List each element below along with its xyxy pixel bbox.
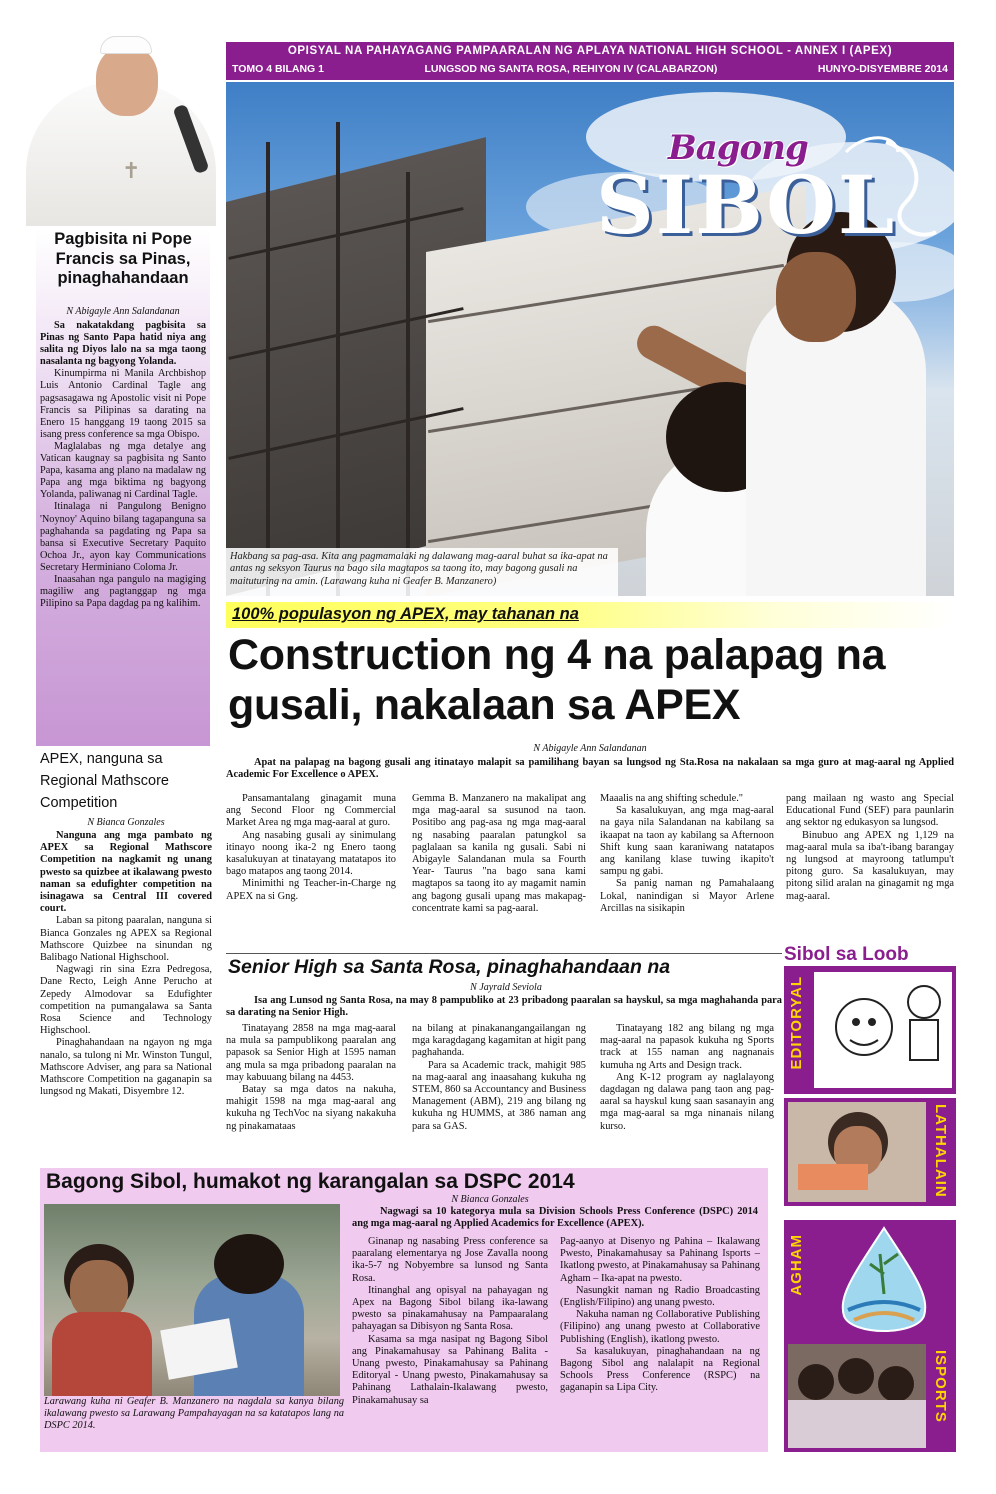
editorial-cartoon-icon xyxy=(814,972,952,1088)
mathscore-paragraph: Pinaghahandaan na ngayon ng mga nanalo, sa tulong ni Mr. Winston Tungul, Mathscore Adviser, ang para sa National Mathscore Competition na gaganapin sa lungsod ng Makati, Disyembre 12. xyxy=(40,1037,212,1098)
pope-byline: N Abigayle Ann Salandanan xyxy=(66,306,180,317)
lathalain-photo xyxy=(788,1102,926,1202)
pope-paragraph: Inaasahan nga pangulo na magiging magiliw ang pagtanggap ng mga Pilipino sa Papa dagdag pa ng kalihim. xyxy=(40,573,206,610)
sidebar-item-editoryal[interactable] xyxy=(784,966,956,1094)
bagong-sibol-logo xyxy=(586,122,946,282)
construction-column-3 xyxy=(600,793,774,953)
construction-byline: N Abigayle Ann Salandanan xyxy=(533,743,647,754)
pope-story xyxy=(36,228,210,746)
construction-column-2 xyxy=(412,793,586,953)
dspc-column-1 xyxy=(352,1236,548,1450)
sidebar-item-lathalain[interactable] xyxy=(784,1098,956,1206)
dspc-headline: Bagong Sibol, humakot ng karangalan sa DSPC 2014 xyxy=(46,1170,575,1193)
senior-high-lead: Isa ang Lunsod ng Santa Rosa, na may 8 pampubliko at 23 pribadong paaralan sa hayskul, sa mga maghahanda para sa darating na Senior High. xyxy=(226,995,782,1019)
logo-swirl-icon xyxy=(586,122,946,282)
construction-paragraph: Ang nasabing gusali ay sinimulang itinayo noong ika-2 ng Enero taong kasalukuyan at tinatayang matatapos ito bago matapos ang taong 2014. xyxy=(226,829,396,878)
sidebar-label: LATHALAIN xyxy=(932,1104,949,1198)
construction-paragraph: pang mailaan ng wasto ang Special Educational Fund (SEF) para paunlarin ang sektor ng edukasyon sa lungsod. xyxy=(786,793,954,829)
dspc-photo xyxy=(44,1204,340,1396)
construction-column-1 xyxy=(226,793,396,953)
senior-high-byline: N Jayrald Seviola xyxy=(470,982,542,993)
senior-high-column-3 xyxy=(600,1023,774,1165)
construction-paragraph: Sa panig naman ng Pamahalaang Lokal, nanindigan si Mayor Arlene Arcillas na sisikapin xyxy=(600,878,774,914)
issue-date: HUNYO-DISYEMBRE 2014 xyxy=(817,63,948,75)
pope-paragraph: Maglalabas ng mga detalye ang Vatican kaugnay sa pagbisita ng Santo Papa, kasama ang plano na madalaw ng Papa ang mga biktima ng bagyong Yolanda, paliwanag ni Cardinal Tagle. xyxy=(40,440,206,501)
dspc-caption: Larawang kuha ni Geafer B. Manzanero na nagdala sa kanya bilang ikalawang pwesto sa Larawang Pampahayagan na sa katatapos lang na DSPC 2014. xyxy=(44,1396,344,1432)
sidebar-label: EDITORYAL xyxy=(788,976,805,1070)
dspc-paragraph: Nakuha naman ng Collaborative Publishing (Filipino) ang unang pwesto at Collaborative Publishing (English), ikatlong pwesto. xyxy=(560,1309,760,1345)
senior-high-column-2 xyxy=(412,1023,586,1165)
construction-headline: Construction ng 4 na palapag na gusali, nakalaan sa APEX xyxy=(228,631,886,729)
isports-photo xyxy=(788,1344,926,1448)
dspc-story xyxy=(40,1168,768,1452)
construction-paragraph: Gemma B. Manzanero na makalipat ang mga mag-aaral sa susunod na taon. Positibo ang pag-asa ng mga mag-aaral ng nasabing paaralan patungkol sa paglalaan sa kanila ng gusali. Sabi ni Abigayle Salandanan mula sa Fourth Year- Taurus "na bago sana kami magtapos sa taong ito ay magamit namin ang bagong gusali upang mas makapag-concentrate kami sa pag-aaral. xyxy=(412,793,586,914)
senior-high-paragraph: na bilang at pinakanangangailangan ng mga karagdagang kagamitan at higit pang paghahanda. xyxy=(412,1023,586,1059)
pope-headline: Pagbisita ni Pope Francis sa Pinas, pinaghahandaan xyxy=(54,230,192,287)
pope-paragraph: Sa nakatakdang pagbisita sa Pinas ng Santo Papa hatid niya ang salita ng Diyos lalo na sa mga taong nasalanta ng bagyong Yolanda. xyxy=(40,320,206,368)
construction-paragraph: Maaalis na ang shifting schedule." xyxy=(600,793,744,804)
dspc-paragraph: Ginanap ng nasabing Press conference sa paaralang elementarya ng Jose Zavalla noong ika-5-7 ng Nobyembre sa lunsod ng Santa Rosa. xyxy=(352,1236,548,1284)
dspc-paragraph: Itinanghal ang opisyal na pahayagan ng Apex na Bagong Sibol bilang ika-lawang pwesto sa pinakamahusay na Pampaaralang pahayagan sa Dibisyon ng Santa Rosa. xyxy=(352,1284,548,1333)
dspc-column-2 xyxy=(560,1236,760,1450)
senior-high-paragraph: Tinatayang 182 ang bilang ng mga mag-aaral na papasok kukuha ng Sports track at 155 naman ang nagnanais kumuha ng Arts and Design track. xyxy=(600,1023,774,1071)
dspc-paragraph: Nasungkit naman ng Radio Broadcasting (English/Filipino) ang unang pwesto. xyxy=(560,1284,760,1309)
construction-paragraph: Pansamantalang ginagamit muna ang Second Floor ng Commercial Market Area ng mga mag-aaral at guro. xyxy=(226,793,396,829)
construction-kicker-bar xyxy=(226,602,954,628)
pope-paragraph: Kinumpirma ni Manila Archbishop Luis Antonio Cardinal Tagle ang pagsasagawa ng Apostolic visit ni Pope Francis sa Pilipinas sa darating na Enero 15 hanggang 19 taong 2015 sa isang press conference sa mga Obispo. xyxy=(40,368,206,440)
mathscore-lead: Nanguna ang mga pambato ng APEX sa Regional Mathscore Competition na nagkamit ng unang pwesto sa quizbee at ikalawang pwesto naman sa edufighter competition na isinagawa sa Central III covered court. xyxy=(40,830,212,915)
pope-francis-photo: ✝ xyxy=(18,8,216,226)
dspc-lead: Nagwagi sa 10 kategorya mula sa Division Schools Press Conference (DSPC) 2014 ang mga mag-aaral ng Applied Academics for Excellence (APEX). xyxy=(352,1206,758,1230)
masthead-title: OPISYAL NA PAHAYAGANG PAMPAARALAN NG APLAYA NATIONAL HIGH SCHOOL - ANNEX I (APEX) xyxy=(287,45,893,57)
construction-paragraph: Minimithi ng Teacher-in-Charge ng APEX na si Gng. xyxy=(226,878,396,902)
construction-paragraph: Sa kasalukuyan, ang mga mag-aaral na gaya nila Salandanan na kabilang sa ikaapat na taon ay kabilang sa Afternoon Shift kung saan karaniwang natatapos ang kanilang klase tuwing ikapito't sampu ng gabi. xyxy=(600,805,774,878)
sidebar-title: Sibol sa Loob xyxy=(784,944,909,965)
senior-high-paragraph: Ang K-12 program ay naglalayong dagdagan ng dalawa pang taon ang pag-aaral sa hayskul kung saan sasanayin ang mga mag-aaral sa mga ninanais nilang kurso. xyxy=(600,1071,774,1132)
construction-kicker: 100% populasyon ng APEX, may tahanan na xyxy=(232,605,579,623)
divider xyxy=(226,953,782,954)
sidebar-item-isports[interactable] xyxy=(784,1340,956,1452)
mathscore-paragraph: Laban sa pitong paaralan, nanguna si Bianca Gonzales ng APEX sa Regional Mathscore Quizbee na sinundan ng Balibago National Highschool. xyxy=(40,915,212,964)
water-drop-icon xyxy=(814,1224,952,1336)
construction-paragraph: Binubuo ang APEX ng 1,129 na mag-aaral mula sa iba't-ibang barangay ng lungsod at mayroong tatlumpu't pitong guro. Sa kasalukuyan, may pitong silid aralan na ginagamit ng mga mag-aaral. xyxy=(786,829,954,902)
senior-high-headline: Senior High sa Santa Rosa, pinaghahandaan na xyxy=(228,956,671,978)
mathscore-byline: N Bianca Gonzales xyxy=(87,817,165,828)
sidebar-label: AGHAM xyxy=(788,1234,805,1296)
hero-photo xyxy=(226,82,954,596)
mathscore-paragraph: Nagwagi rin sina Ezra Pedregosa, Dane Recto, Leigh Anne Perucho at Zepedy Almodovar sa Edufighter competition na pumangalawa sa Santa Rosa Science and Technology Highschool. xyxy=(40,964,212,1037)
dspc-byline: N Bianca Gonzales xyxy=(451,1194,529,1205)
senior-high-paragraph: Tinatayang 2858 na mga mag-aaral na mula sa pampublikong paaralan ang papasok sa Senior High at 1595 naman ang mula sa mga pribadong paaralan na may kabuuang bilang na 4453. xyxy=(226,1023,396,1083)
logo-bagong: Bagong xyxy=(668,128,808,168)
sidebar-label: ISPORTS xyxy=(932,1350,949,1423)
hero-caption: Hakbang sa pag-asa. Kita ang pagmamalaki ng dalawang mag-aaral buhat sa ika-apat na antas ng seksyon Taurus na bago sila magtapos sa taong ito, may bagong gusali na maituturing na amin. (Larawang kuha ni Geafer B. Manzanero) xyxy=(226,548,618,596)
construction-column-4 xyxy=(786,793,954,953)
construction-lead: Apat na palapag na bagong gusali ang itinatayo malapit sa pamilihang bayan sa lungsod ng Sta.Rosa na nakalaan sa mga guro at mag-aaral ng Applied Academic For Excellence o APEX. xyxy=(226,757,954,781)
masthead-bar xyxy=(226,42,954,80)
pope-paragraph: Itinalaga ni Pangulong Benigno 'Noynoy' Aquino bilang tagapanguna sa paghahanda sa pagdating ng Papa sa bansa si Executive Secretary Paquito Ochoa Jr., ayon kay Communications Secretary Herminiano Coloma Jr. xyxy=(40,501,206,573)
senior-high-column-1 xyxy=(226,1023,396,1165)
mathscore-body xyxy=(40,830,212,1098)
senior-high-paragraph: Para sa Academic track, mahigit 985 na mag-aaral ang inaasahang kukuha ng STEM, 860 sa Accountancy and Business Management (ABM), 219 ang bilang ng kukuha ng HUMMS, at 386 naman ang para sa GAS. xyxy=(412,1059,586,1132)
senior-high-paragraph: Batay sa mga datos na nakuha, mahigit 1598 na mga mag-aaral ang kukuha ng TechVoc na siyang nakakuha ng pinakamataas xyxy=(226,1084,396,1132)
issue-number: TOMO 4 BILANG 1 xyxy=(232,63,324,75)
location: LUNGSOD NG SANTA ROSA, REHIYON IV (CALABARZON) xyxy=(424,63,718,75)
sidebar-item-agham[interactable] xyxy=(784,1220,956,1340)
mathscore-headline: APEX, nanguna sa Regional Mathscore Competition xyxy=(40,751,169,811)
dspc-paragraph: Sa kasalukuyan, pinaghahandaan na ng Bagong Sibol ang nalalapit na Regional Schools Press Conference (RSPC) na gaganapin sa Lipa City. xyxy=(560,1345,760,1394)
dspc-paragraph: Kasama sa mga nasipat ng Bagong Sibol ang Pinakamahusay sa Pahinang Balita - Unang pwesto, Pinakamahusay sa Pahinang Editoryal - Unang pwesto, Pinakamahusay sa Pahinang Lathalain-Ikalawang pwesto, Pinakamahusay sa xyxy=(352,1333,548,1406)
logo-sibol: SIBOL xyxy=(596,158,897,252)
dspc-paragraph: Pag-aanyo at Disenyo ng Pahina – Ikalawang Pwesto, Pinakamahusay sa Pahinang Isports – Ikatlong pwesto, at Pinakamahusay sa Pahinang Agham – Ika-apat na pwesto. xyxy=(560,1236,760,1284)
